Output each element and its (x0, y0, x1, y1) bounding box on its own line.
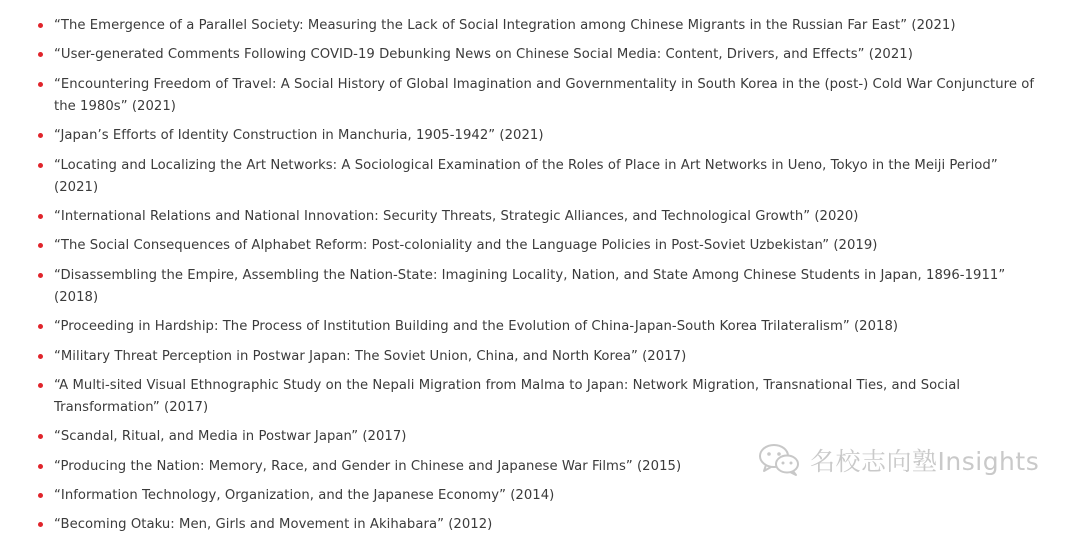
list-item (0, 316, 1080, 338)
list-item (0, 155, 1080, 199)
item-text: “Proceeding in Hardship: The Process of Institution Building and the Evolution of China-Japan-South Korea Trilateralism” (2018) (54, 319, 899, 335)
item-text: “The Social Consequences of Alphabet Reform: Post-coloniality and the Language Policies in Post-Soviet Uzbekistan” (2019) (54, 238, 878, 254)
bullet-icon (38, 493, 43, 498)
item-text: “Military Threat Perception in Postwar Japan: The Soviet Union, China, and North Korea” (2017) (54, 348, 687, 364)
bullet-icon (38, 82, 43, 87)
bullet-icon (38, 163, 43, 168)
item-text: “Disassembling the Empire, Assembling the Nation-State: Imagining Locality, Nation, and State Among Chinese Students in Japan, 1896-1911” (2018) (54, 267, 1006, 305)
item-text: “The Emergence of a Parallel Society: Measuring the Lack of Social Integration among Chinese Migrants in the Russian Far East” (2021) (54, 18, 956, 33)
item-text: “Encountering Freedom of Travel: A Social History of Global Imagination and Governmentality in South Korea in the (post-) Cold War Conjuncture of the 1980s” (2021) (54, 76, 1035, 114)
item-text: “Becoming Otaku: Men, Girls and Movement in Akihabara” (2012) (54, 517, 493, 533)
list-item (0, 235, 1080, 257)
list-item (0, 74, 1080, 118)
bullet-icon (38, 133, 43, 138)
item-text: “User-generated Comments Following COVID-19 Debunking News on Chinese Social Media: Content, Drivers, and Effects” (2021) (54, 47, 913, 63)
watermark-text: 名校志向塾Insights (810, 447, 1040, 476)
list-item (0, 265, 1080, 309)
bullet-icon (38, 324, 43, 329)
item-text: “Information Technology, Organization, and the Japanese Economy” (2014) (54, 488, 555, 504)
bullet-icon (38, 354, 43, 359)
bullet-icon (38, 23, 43, 28)
list-item (0, 15, 1080, 37)
bullet-icon (38, 52, 43, 57)
bullet-icon (38, 522, 43, 527)
bullet-icon (38, 273, 43, 278)
bullet-icon (38, 383, 43, 388)
list-item (0, 485, 1080, 507)
item-text: “Locating and Localizing the Art Networks: A Sociological Examination of the Roles of Place in Art Networks in Ueno, Tokyo in the Meiji Period” (2021) (54, 157, 998, 195)
item-text: “Japan’s Efforts of Identity Construction in Manchuria, 1905-1942” (2021) (54, 128, 544, 144)
bullet-icon (38, 243, 43, 248)
bullet-icon (38, 434, 43, 439)
list-item (0, 44, 1080, 66)
list-item (0, 375, 1080, 419)
bullet-icon (38, 214, 43, 219)
wechat-icon (758, 443, 802, 477)
bullet-icon (38, 464, 43, 469)
item-text: “A Multi-sited Visual Ethnographic Study on the Nepali Migration from Malma to Japan: Network Migration, Transnational Ties, and Social Transformation” (2017) (54, 377, 961, 415)
item-text: “Producing the Nation: Memory, Race, and Gender in Chinese and Japanese War Films” (2015) (54, 458, 682, 474)
list-item (0, 125, 1080, 147)
watermark (758, 443, 1039, 477)
list-item (0, 346, 1080, 368)
list-item (0, 206, 1080, 228)
list-item (0, 514, 1080, 536)
item-text: “Scandal, Ritual, and Media in Postwar Japan” (2017) (54, 429, 407, 445)
item-text: “International Relations and National Innovation: Security Threats, Strategic Alliances, and Technological Growth” (2020) (54, 208, 859, 224)
